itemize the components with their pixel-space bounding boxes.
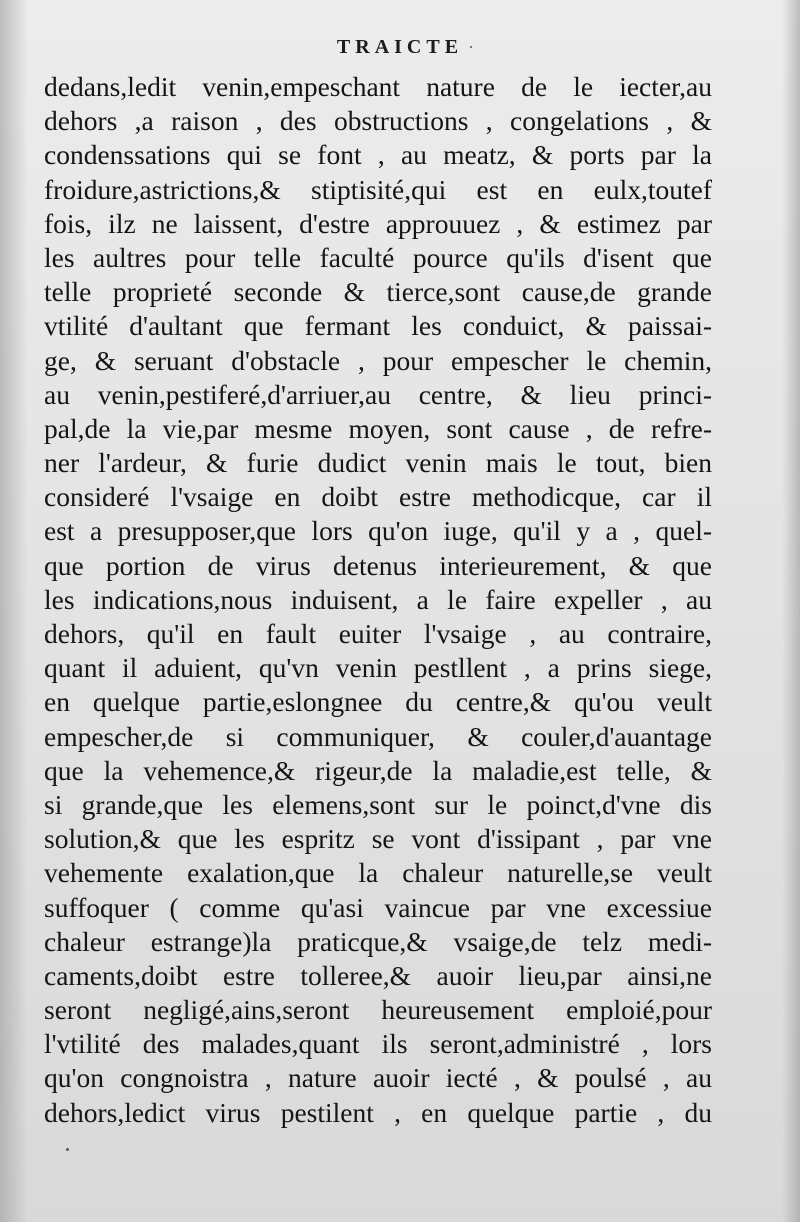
text-line: quant il aduient, qu'vn venin pestllent , a prins siege, [44,652,712,684]
text-line: en quelque partie,eslongnee du centre,& qu'ou veult [44,686,712,718]
text-line: ner l'ardeur, & furie dudict venin mais le tout, bien [44,447,712,479]
text-line: au venin,pestiferé,d'arriuer,au centre, & lieu princi- [44,378,712,410]
running-head: TRAICTE [336,36,464,58]
text-line: dedans,ledit venin,empeschant nature de le iecter,au [44,71,712,102]
text-line: condenssations qui se font , au meatz, & ports par la [44,139,712,171]
text-line: chaleur estrange)la praticque,& vsaige,de telz medi- [44,925,712,957]
ink-speck [66,1148,69,1151]
text-line: pal,de la vie,par mesme moyen, sont cause , de refre- [44,412,712,444]
text-line: consideré l'vsaige en doibt estre methodicque, car il [44,481,712,513]
text-line: qu'on congnoistra , nature auoir iecté , & poulsé , au [44,1062,712,1094]
text-line: caments,doibt estre tolleree,& auoir lieu,par ainsi,ne [44,959,712,991]
text-line: froidure,astrictions,& stiptisité,qui est en eulx,toutef [44,173,712,205]
text-line: les indications,nous induisent, a le faire expeller , au [44,583,712,615]
text-line: que la vehemence,& rigeur,de la maladie,est telle, & [44,754,712,786]
text-line: fois, ilz ne laissent, d'estre approuuez , & estimez par [44,207,712,239]
text-line: empescher,de si communiquer, & couler,d'auantage [44,720,712,752]
text-line: ge, & seruant d'obstacle , pour empescher le chemin, [44,344,712,376]
text-line: l'vtilité des malades,quant ils seront,administré , lors [44,1028,712,1060]
text-line: dehors, qu'il en fault euiter l'vsaige , au contraire, [44,618,712,649]
text-line: dehors ,a raison , des obstructions , congelations , & [44,105,712,137]
text-line: solution,& que les espritz se vont d'issipant , par vne [44,823,712,855]
text-line: si grande,que les elemens,sont sur le poinct,d'vne dis [44,788,712,820]
text-line: est a presupposer,que lors qu'on iuge, qu'il y a , quel- [44,515,712,547]
ink-speck [470,46,472,48]
text-line: les aultres pour telle faculté pource qu'ils d'isent que [44,241,712,273]
text-line: vehemente exalation,que la chaleur naturelle,se veult [44,857,712,889]
text-line: suffoquer ( comme qu'asi vaincue par vne excessiue [44,891,712,923]
left-edge-shadow [0,0,28,1222]
text-line: vtilité d'aultant que fermant les conduict, & paissai- [44,310,712,342]
right-edge-shadow [782,0,800,1222]
text-line: dehors,ledict virus pestilent , en quelque partie , du [44,1096,712,1128]
text-line: que portion de virus detenus interieurement, & que [44,549,712,581]
body-text [44,70,712,1130]
text-line: telle proprieté seconde & tierce,sont cause,de grande [44,276,712,308]
text-line: seront negligé,ains,seront heureusement emploié,pour [44,994,712,1026]
